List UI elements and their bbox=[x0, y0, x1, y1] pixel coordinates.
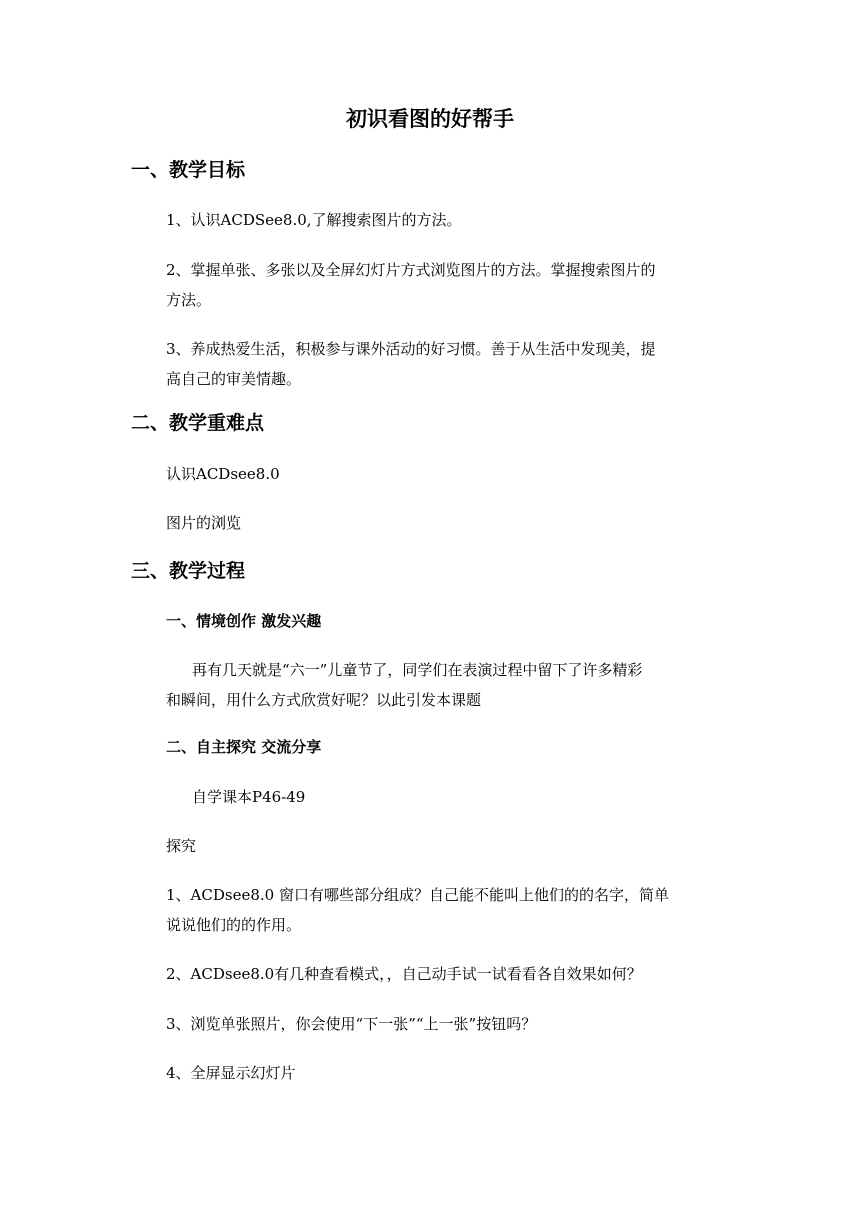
key-point-1: 认识ACDsee8.0 bbox=[166, 465, 280, 483]
question-1-line-2: 说说他们的的作用。 bbox=[166, 916, 302, 934]
goal-item-2-line-2: 方法。 bbox=[166, 291, 212, 309]
section-heading-teaching-goals: 一、教学目标 bbox=[131, 159, 246, 181]
goal-item-3-line-2: 高自己的审美情趣。 bbox=[166, 370, 302, 388]
question-1-line-1: 1、ACDsee8.0 窗口有哪些部分组成？自己能不能叫上他们的的名字，简单 bbox=[166, 886, 669, 904]
question-4: 4、全屏显示幻灯片 bbox=[166, 1064, 296, 1082]
question-3: 3、浏览单张照片，你会使用“下一张”“上一张”按钮吗？ bbox=[166, 1015, 537, 1033]
self-study-line: 自学课本P46-49 bbox=[192, 788, 306, 806]
section-heading-teaching-process: 三、教学过程 bbox=[131, 560, 246, 582]
subsection-heading-2: 二、自主探究 交流分享 bbox=[166, 738, 322, 756]
subsection-1-paragraph-line-2: 和瞬间，用什么方式欣赏好呢？以此引发本课题 bbox=[166, 691, 482, 709]
explore-label: 探究 bbox=[166, 837, 197, 855]
goal-item-1: 1、认识ACDSee8.0,了解搜索图片的方法。 bbox=[166, 211, 462, 229]
subsection-heading-1: 一、情境创作 激发兴趣 bbox=[166, 612, 322, 630]
goal-item-2-line-1: 2、掌握单张、多张以及全屏幻灯片方式浏览图片的方法。掌握搜索图片的 bbox=[166, 261, 656, 279]
question-2: 2、ACDsee8.0有几种查看模式，，自己动手试一试看看各自效果如何？ bbox=[166, 965, 642, 983]
subsection-1-paragraph-line-1: 再有几天就是“六一”儿童节了，同学们在表演过程中留下了许多精彩 bbox=[192, 661, 643, 679]
document-title: 初识看图的好帮手 bbox=[346, 106, 514, 131]
goal-item-3-line-1: 3、养成热爱生活，积极参与课外活动的好习惯。善于从生活中发现美，提 bbox=[166, 340, 656, 358]
section-heading-key-points: 二、教学重难点 bbox=[131, 412, 265, 434]
key-point-2: 图片的浏览 bbox=[166, 514, 242, 532]
